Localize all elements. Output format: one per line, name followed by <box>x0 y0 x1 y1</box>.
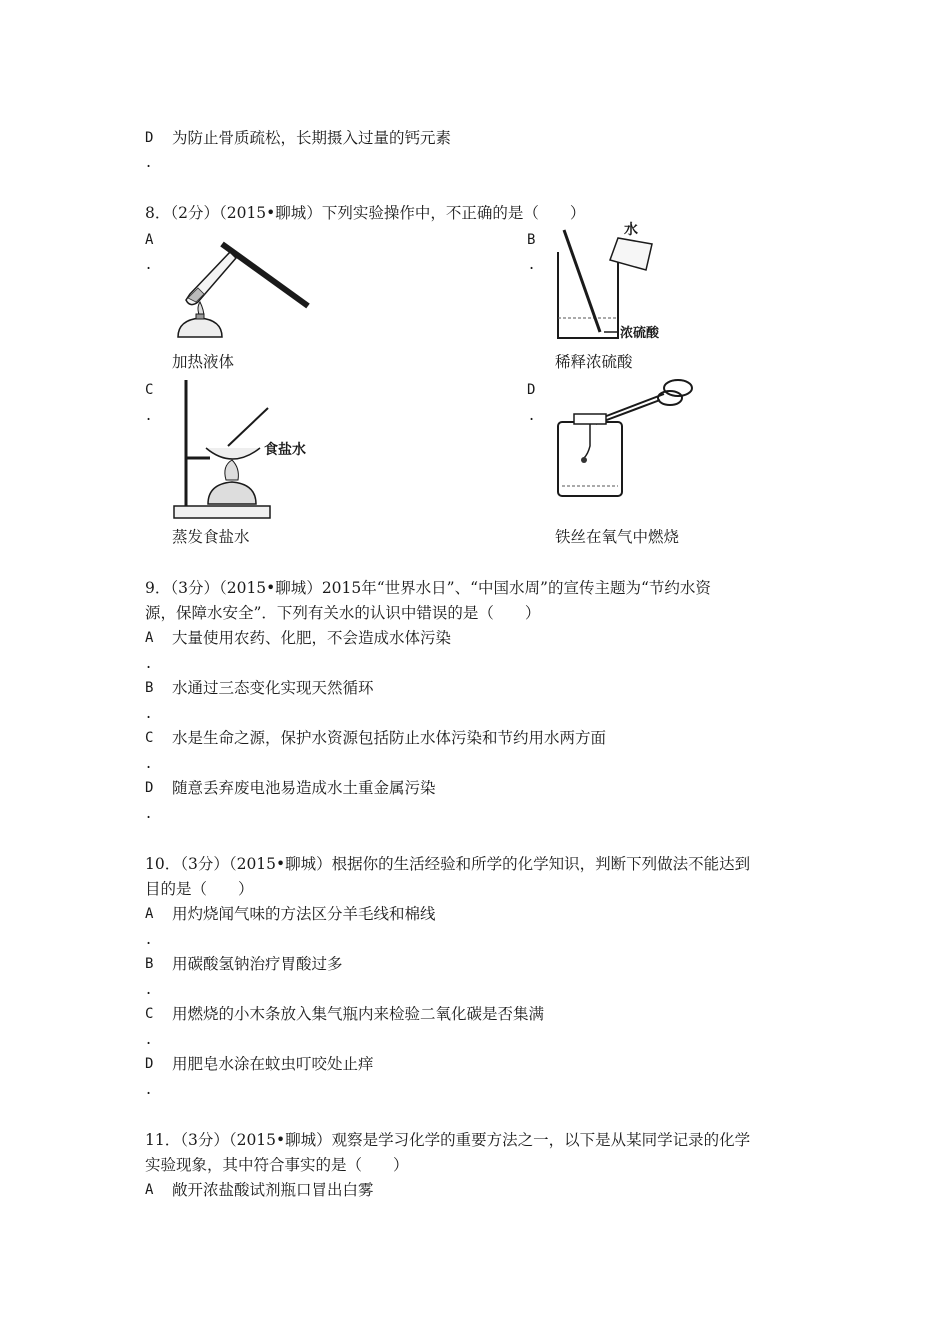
option-dot: . <box>146 1079 152 1098</box>
q7-option-d-letter: D <box>145 130 154 146</box>
q11-stem-line1: 11．（3分）（2015•聊城）观察是学习化学的重要方法之一，以下是从某同学记录的化学 <box>145 1131 751 1149</box>
q9-stem-line2: 源，保障水安全”．下列有关水的认识中错误的是（ ） <box>145 604 541 622</box>
option-dot: . <box>529 254 535 273</box>
q9-option-d-letter: D <box>145 780 154 796</box>
q8-option-a-caption: 加热液体 <box>172 353 235 371</box>
q10-option-a-letter: A <box>145 906 154 922</box>
q9-stem-line1: 9．（3分）（2015•聊城）2015年“世界水日”、“中国水周”的宣传主题为“节约水资 <box>145 579 711 597</box>
q10-option-b-text: 用碳酸氢钠治疗胃酸过多 <box>172 955 343 973</box>
option-dot: . <box>146 979 152 998</box>
option-dot: . <box>146 753 152 772</box>
q8-option-b-caption: 稀释浓硫酸 <box>555 353 633 371</box>
q9-option-d-text: 随意丢弃废电池易造成水土重金属污染 <box>172 779 436 797</box>
q8-c-salt-label: 食盐水 <box>264 442 306 458</box>
q9-option-b-text: 水通过三态变化实现天然循环 <box>172 679 374 697</box>
q8-option-d-letter: D <box>527 382 536 398</box>
option-dot: . <box>146 703 152 722</box>
option-dot: . <box>146 405 152 424</box>
option-dot: . <box>529 405 535 424</box>
q11-option-a-text: 敞开浓盐酸试剂瓶口冒出白雾 <box>172 1181 374 1199</box>
iron-wire-burning-figure <box>552 376 702 501</box>
q11-option-a-letter: A <box>145 1182 154 1198</box>
q10-stem-line2: 目的是（ ） <box>145 880 254 898</box>
q8-option-c-letter: C <box>145 382 154 398</box>
option-dot: . <box>146 803 152 822</box>
option-dot: . <box>146 254 152 273</box>
option-dot: . <box>146 1029 152 1048</box>
q10-option-d-letter: D <box>145 1056 154 1072</box>
q9-option-a-letter: A <box>145 630 154 646</box>
q8-b-acid-label: 浓硫酸 <box>620 326 660 341</box>
q8-option-b-letter: B <box>527 232 536 248</box>
q10-option-c-text: 用燃烧的小木条放入集气瓶内来检验二氧化碳是否集满 <box>172 1005 545 1023</box>
q10-stem-line1: 10．（3分）（2015•聊城）根据你的生活经验和所学的化学知识，判断下列做法不能达到 <box>145 855 751 873</box>
option-dot: . <box>146 152 152 171</box>
q7-option-d-text: 为防止骨质疏松，长期摄入过量的钙元素 <box>172 129 452 147</box>
q8-b-water-label: 水 <box>624 222 638 238</box>
q8-option-d-caption: 铁丝在氧气中燃烧 <box>555 528 680 546</box>
heating-liquid-figure <box>170 222 320 347</box>
q8-option-a-letter: A <box>145 232 154 248</box>
q9-option-b-letter: B <box>145 680 154 696</box>
q9-option-a-text: 大量使用农药、化肥，不会造成水体污染 <box>172 629 452 647</box>
q10-option-d-text: 用肥皂水涂在蚊虫叮咬处止痒 <box>172 1055 374 1073</box>
q10-option-b-letter: B <box>145 956 154 972</box>
option-dot: . <box>146 929 152 948</box>
q10-option-a-text: 用灼烧闻气味的方法区分羊毛线和棉线 <box>172 905 436 923</box>
q9-option-c-letter: C <box>145 730 154 746</box>
q8-stem: 8．（2分）（2015•聊城）下列实验操作中，不正确的是（ ） <box>145 204 586 222</box>
q8-option-c-caption: 蒸发食盐水 <box>172 528 250 546</box>
evaporation-figure <box>168 378 328 523</box>
option-dot: . <box>146 653 152 672</box>
q11-stem-line2: 实验现象，其中符合事实的是（ ） <box>145 1156 409 1174</box>
q9-option-c-text: 水是生命之源，保护水资源包括防止水体污染和节约用水两方面 <box>172 729 607 747</box>
q10-option-c-letter: C <box>145 1006 154 1022</box>
dilute-acid-figure <box>548 220 698 345</box>
